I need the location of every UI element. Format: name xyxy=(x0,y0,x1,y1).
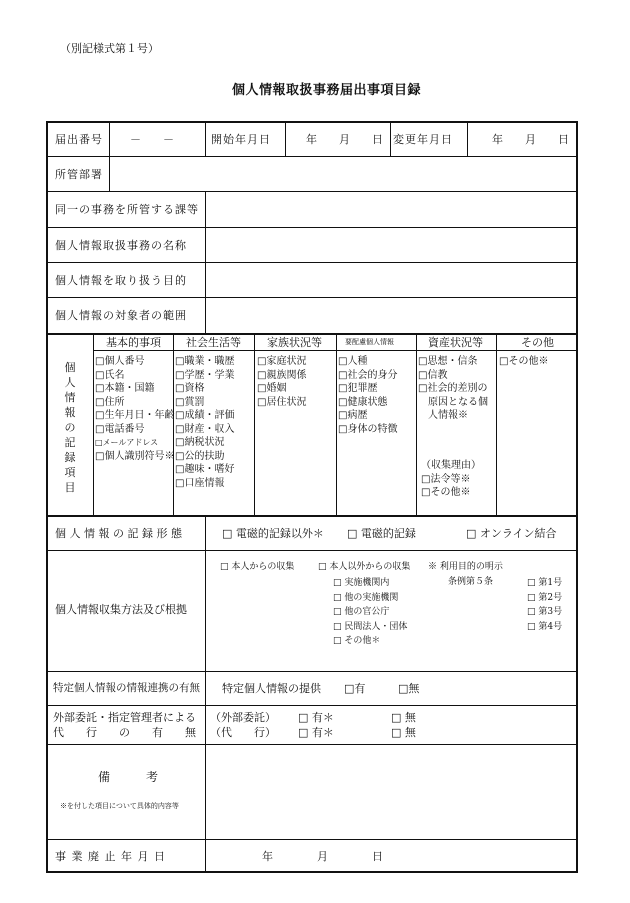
sensitive-list xyxy=(338,355,397,436)
checkbox-item[interactable]: □法令等※ xyxy=(421,473,471,485)
reason-heading: （収集理由） xyxy=(421,460,481,471)
record-items-side-label xyxy=(63,360,77,495)
checkbox-item[interactable]: □電話番号 xyxy=(95,423,145,435)
checkbox-item[interactable]: □思想・信条 xyxy=(418,356,478,367)
checkbox-item[interactable]: □趣味・嗜好 xyxy=(175,464,235,475)
number-label: 届出番号 xyxy=(55,133,103,146)
checkbox-item[interactable]: □ 他の実施機関 xyxy=(333,592,399,603)
checkbox-item[interactable]: □口座情報 xyxy=(175,477,225,489)
side-char: 個 xyxy=(64,361,76,374)
header-social: 社会生活等 xyxy=(186,336,241,349)
abolish-label: 事 業 廃 止 年 月 日 xyxy=(55,850,166,863)
side-char: の xyxy=(64,421,76,434)
checkbox-item[interactable]: □ 第1号 xyxy=(527,578,563,588)
header-basic: 基本的事項 xyxy=(106,336,161,349)
checkbox-item-cont: 人情報※ xyxy=(418,410,468,421)
checkbox-item[interactable]: □納税状況 xyxy=(175,437,225,448)
side-char: 情 xyxy=(64,391,76,404)
purpose-label: 個人情報を取り扱う目的 xyxy=(55,274,187,287)
outsourcing-label-2: 代 行 の 有 無 xyxy=(53,726,196,739)
assets-list xyxy=(418,355,488,423)
checkbox-item[interactable]: □生年月日・年齢 xyxy=(95,410,175,421)
change-date-label: 変更年月日 xyxy=(393,133,453,146)
checkbox-item[interactable]: □婚姻 xyxy=(257,383,287,394)
outsourcing-kind-1: （外部委託） xyxy=(210,711,276,724)
collection-others[interactable]: □ 本人以外からの収集 xyxy=(318,562,411,572)
checkbox-item[interactable]: □本籍・国籍 xyxy=(95,383,155,394)
checkbox-item[interactable]: □賞罰 xyxy=(175,396,205,408)
linkage-yes[interactable]: □有 xyxy=(344,682,366,695)
outsourcing-no-1[interactable]: □ 無 xyxy=(391,711,416,724)
outsourcing-label-1: 外部委託・指定管理者による xyxy=(53,711,196,724)
linkage-provide: 特定個人情報の提供 xyxy=(222,682,321,695)
checkbox-item[interactable]: □成績・評価 xyxy=(175,410,235,421)
linkage-no[interactable]: □無 xyxy=(398,682,420,695)
other-list xyxy=(499,355,548,369)
header-sensitive: 要配慮個人情報 xyxy=(345,338,394,346)
form-id: （別記様式第１号） xyxy=(60,42,159,55)
side-char: 人 xyxy=(64,376,76,389)
checkbox-item[interactable]: □犯罪歴 xyxy=(338,383,378,394)
dept-label: 所管部署 xyxy=(55,168,103,181)
checkbox-item[interactable]: □親族関係 xyxy=(257,369,307,381)
checkbox-item[interactable]: □学歴・学業 xyxy=(175,369,235,381)
form-table xyxy=(46,121,578,873)
outsourcing-yes-1[interactable]: □ 有＊ xyxy=(298,711,334,724)
start-date-value[interactable]: 年 月 日 xyxy=(306,133,383,146)
checkbox-item[interactable]: □信教 xyxy=(418,369,448,381)
number-value[interactable]: － － xyxy=(130,133,174,146)
start-date-label: 開始年月日 xyxy=(211,133,271,146)
article-items-list xyxy=(527,576,562,634)
checkbox-item[interactable]: □住所 xyxy=(95,396,125,408)
checkbox-item[interactable]: □個人番号 xyxy=(95,356,145,367)
social-list xyxy=(175,355,234,490)
collection-label: 個人情報収集方法及び根拠 xyxy=(55,603,187,616)
side-char: 記 xyxy=(64,436,76,449)
checkbox-item[interactable]: □その他※ xyxy=(499,356,549,367)
header-assets: 資産状況等 xyxy=(428,336,483,349)
checkbox-item[interactable]: □ 第3号 xyxy=(527,607,563,617)
abolish-value[interactable]: 年 月 日 xyxy=(262,850,383,863)
scope-label: 個人情報の対象者の範囲 xyxy=(55,309,187,322)
same-section-label: 同一の事務を所管する課等 xyxy=(55,203,199,216)
side-char: 報 xyxy=(64,406,76,419)
checkbox-item[interactable]: □病歴 xyxy=(338,410,368,421)
checkbox-item[interactable]: □人種 xyxy=(338,356,368,367)
side-char: 録 xyxy=(64,451,76,464)
checkbox-item[interactable]: □ 他の官公庁 xyxy=(333,607,390,617)
outsourcing-yes-2[interactable]: □ 有＊ xyxy=(298,726,334,739)
checkbox-item[interactable]: □身体の特徴 xyxy=(338,423,398,435)
change-date-value[interactable]: 年 月 日 xyxy=(492,133,569,146)
collection-self[interactable]: □ 本人からの収集 xyxy=(220,562,295,572)
family-list xyxy=(257,355,306,409)
remarks-note: ※を付した項目について具体的内容等 xyxy=(60,802,179,810)
checkbox-item[interactable]: □資格 xyxy=(175,383,205,394)
affair-name-label: 個人情報取扱事務の名称 xyxy=(55,239,187,252)
article-label: 条例第５条 xyxy=(448,577,494,587)
record-form-option[interactable]: □ 電磁的記録 xyxy=(347,527,416,540)
checkbox-item[interactable]: □健康状態 xyxy=(338,396,388,408)
checkbox-item[interactable]: □ 第4号 xyxy=(527,621,563,632)
checkbox-item[interactable]: □その他※ xyxy=(421,487,471,498)
checkbox-item[interactable]: □社会的身分 xyxy=(338,369,398,381)
checkbox-item[interactable]: □ 民間法人・団体 xyxy=(333,621,408,632)
page-title: 個人情報取扱事務届出事項目録 xyxy=(232,83,422,98)
checkbox-item[interactable]: □ その他＊ xyxy=(333,636,381,646)
checkbox-item[interactable]: □職業・職歴 xyxy=(175,356,235,367)
record-form-option[interactable]: □ 電磁的記録以外＊ xyxy=(222,527,324,540)
side-char: 目 xyxy=(64,481,76,494)
collection-others-list xyxy=(333,576,407,649)
checkbox-item[interactable]: □家庭状況 xyxy=(257,356,307,367)
checkbox-item[interactable]: □氏名 xyxy=(95,369,125,381)
checkbox-item[interactable]: □公的扶助 xyxy=(175,450,225,462)
checkbox-item[interactable]: □メールアドレス xyxy=(95,438,159,447)
assets-reason-list xyxy=(421,459,481,500)
linkage-label: 特定個人情報の情報連携の有無 xyxy=(53,682,200,694)
header-family: 家族状況等 xyxy=(267,336,322,349)
outsourcing-kind-2: （代 行） xyxy=(210,726,276,739)
record-form-option[interactable]: □ オンライン結合 xyxy=(466,527,557,540)
basic-list xyxy=(95,355,174,463)
purpose-note: ※ 利用目的の明示 xyxy=(428,562,503,572)
remarks-label: 備 考 xyxy=(98,770,159,784)
record-form-label: 個 人 情 報 の 記 録 形 態 xyxy=(55,527,182,540)
checkbox-item[interactable]: □社会的差別の xyxy=(418,383,488,394)
checkbox-item[interactable]: □財産・収入 xyxy=(175,423,235,435)
outsourcing-no-2[interactable]: □ 無 xyxy=(391,726,416,739)
checkbox-item-cont: 原因となる個 xyxy=(418,396,488,408)
side-char: 項 xyxy=(64,466,76,479)
header-other: その他 xyxy=(521,336,554,349)
checkbox-item[interactable]: □個人識別符号※ xyxy=(95,450,175,462)
checkbox-item[interactable]: □ 第2号 xyxy=(527,592,563,603)
checkbox-item[interactable]: □ 実施機関内 xyxy=(333,578,390,588)
checkbox-item[interactable]: □居住状況 xyxy=(257,396,307,408)
